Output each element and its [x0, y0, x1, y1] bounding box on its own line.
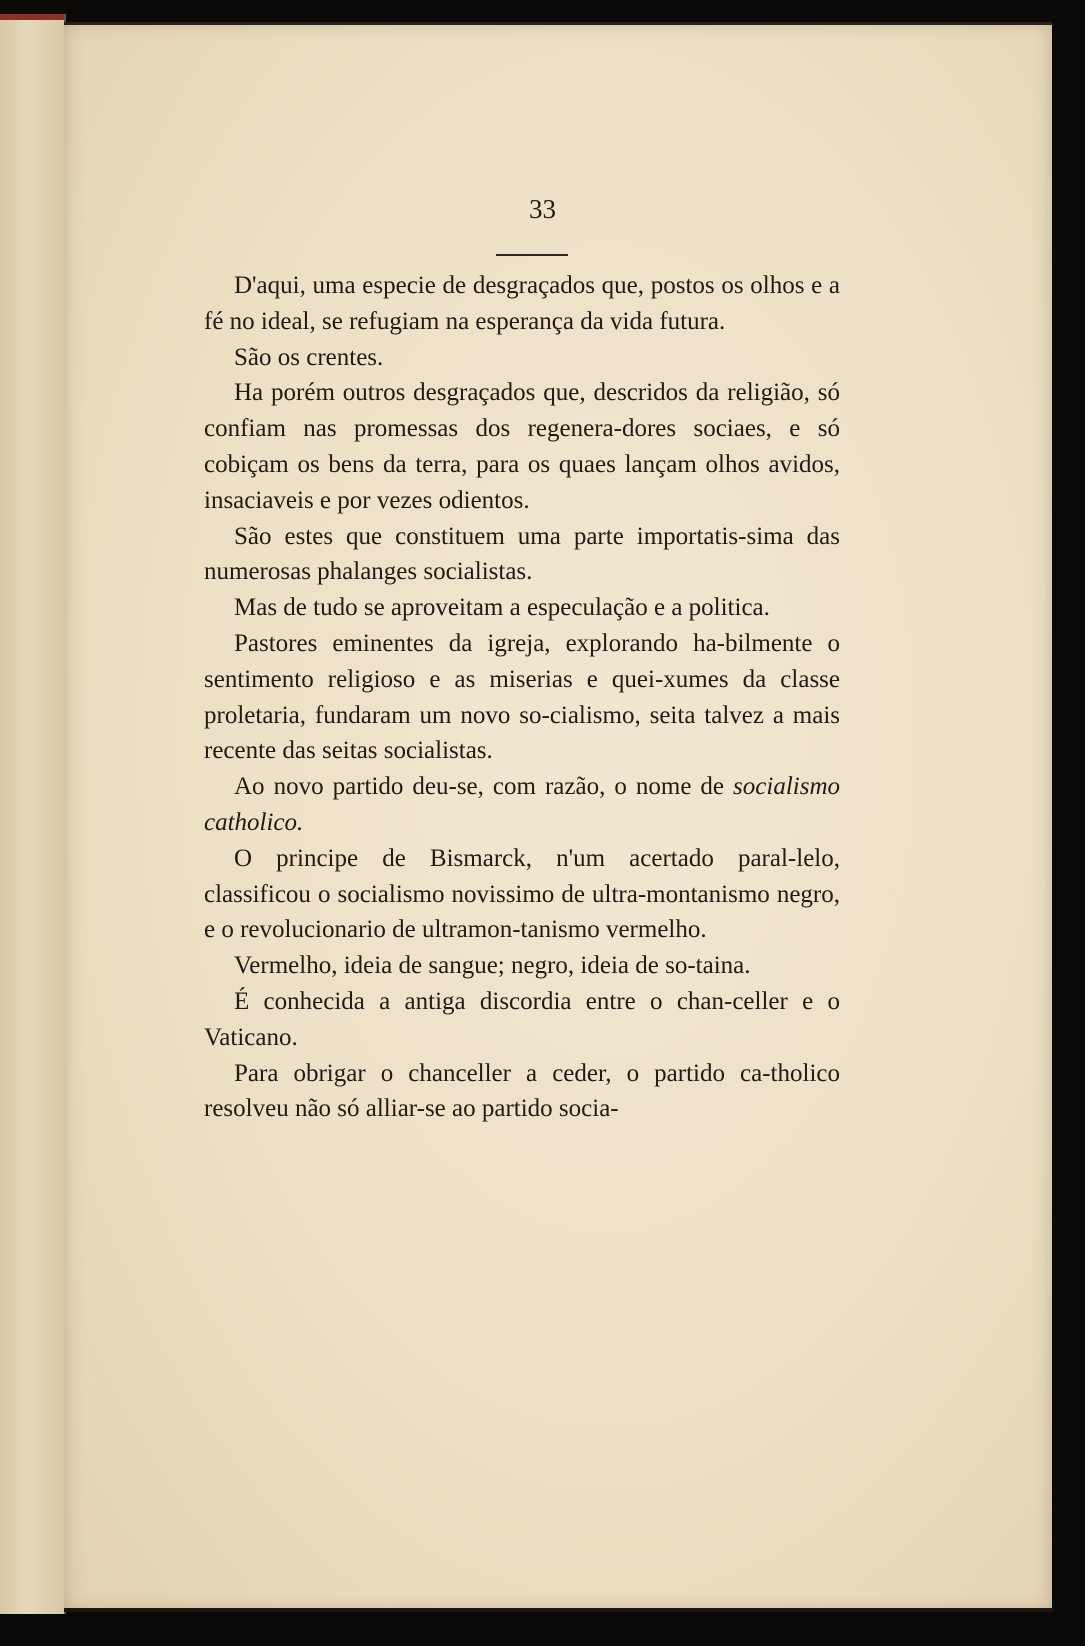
paragraph: É conhecida a antiga discordia entre o chan-celler e o Vaticano. — [204, 987, 840, 1051]
italic-term: socialismo catholico. — [204, 773, 840, 836]
paragraph: Pastores eminentes da igreja, explorando ha-bilmente o sentimento religioso e as miserias e quei-xumes da classe proletaria, fundaram um novo so-cialismo, seita talvez a mais recente das seitas socialistas. — [204, 629, 840, 765]
body-text — [204, 268, 840, 1127]
paragraph: São estes que constituem uma parte importatis-sima das numerosas phalanges socialistas. — [204, 522, 840, 586]
page-top-edge — [64, 22, 1052, 25]
page-number: 33 — [529, 194, 556, 224]
paragraph: Para obrigar o chanceller a ceder, o partido ca-tholico resolveu não só alliar-se ao partido socia- — [204, 1059, 840, 1123]
facing-page-edge — [0, 14, 66, 1614]
paragraph: D'aqui, uma especie de desgraçados que, postos os olhos e a fé no ideal, se refugiam na esperança da vida futura. — [204, 272, 840, 335]
paragraph-text: Ao novo partido deu-se, com razão, o nome de — [234, 773, 734, 801]
paragraph: São os crentes. — [234, 343, 384, 371]
paragraph: Ha porém outros desgraçados que, descridos da religião, só confiam nas promessas dos regenera-dores sociaes, e só cobiçam os bens da terra, para os quaes lançam olhos avidos, insaciaveis e por vezes odientos. — [204, 379, 840, 514]
binding-stain — [0, 14, 64, 20]
paragraph: Mas de tudo se aproveitam a especulação e a politica. — [234, 594, 770, 622]
page-bottom-edge — [64, 1608, 1054, 1612]
page-number-rule — [496, 254, 568, 256]
paragraph — [204, 769, 840, 841]
paragraph: Vermelho, ideia de sangue; negro, ideia de so-taina. — [234, 952, 751, 980]
paragraph: O principe de Bismarck, n'um acertado paral-lelo, classificou o socialismo novissimo de ultra-montanismo negro, e o revolucionario de ultramon-tanismo vermelho. — [204, 844, 840, 944]
